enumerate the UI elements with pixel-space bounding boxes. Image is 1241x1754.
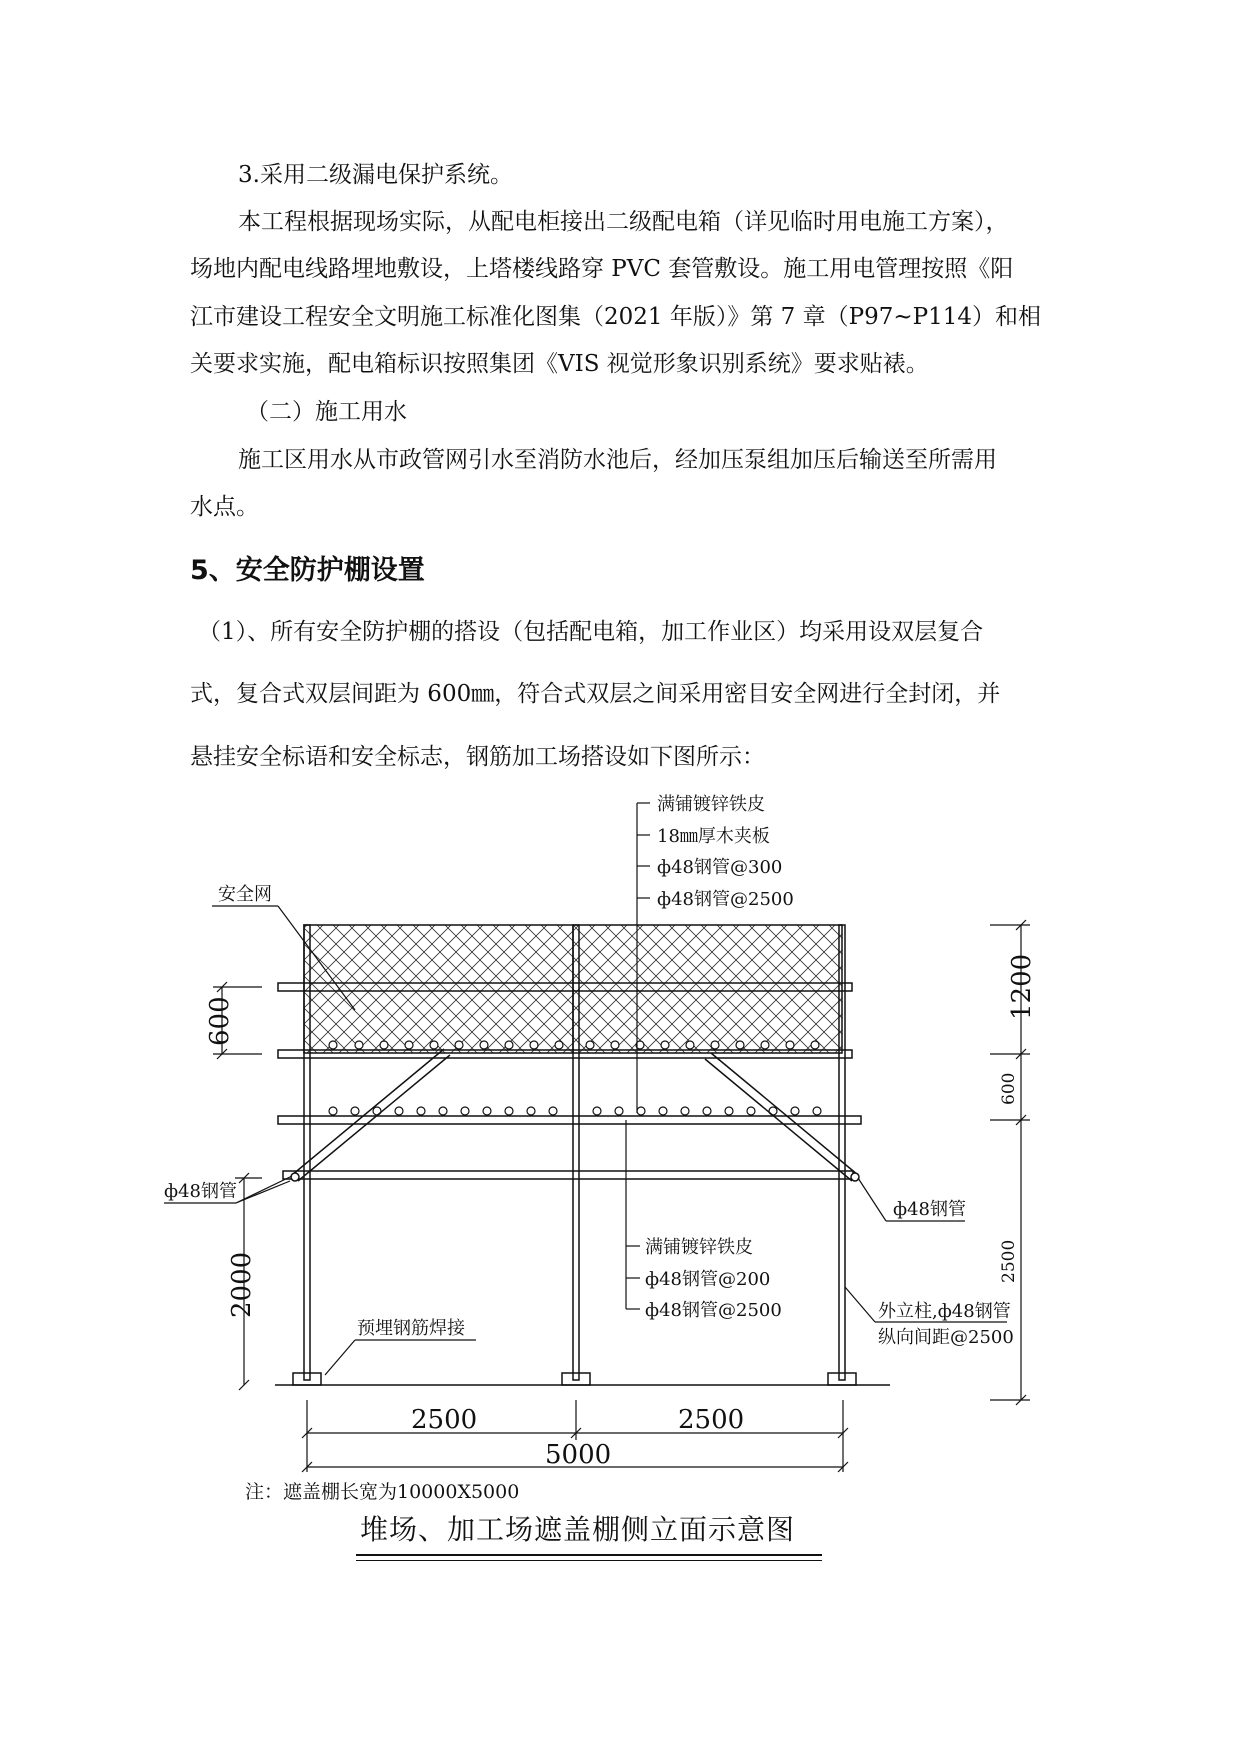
- ground-base: [275, 1373, 890, 1385]
- label-right-pipe: ф48钢管: [893, 1199, 966, 1220]
- paragraph-line: 江市建设工程安全文明施工标准化图集（2021 年版）》第 7 章（P97~P114）和相: [190, 304, 1041, 330]
- paragraph-line: （1）、所有安全防护棚的搭设（包括配电箱，加工作业区）均采用设双层复合: [198, 619, 984, 645]
- dim-600-right-text: 600: [999, 1072, 1019, 1105]
- paragraph-line: 3.采用二级漏电保护系统。: [238, 162, 513, 188]
- paragraph-line: 悬挂安全标语和安全标志，钢筋加工场搭设如下图所示：: [190, 744, 765, 770]
- label-mid-galvanized-sheet: 满铺镀锌铁皮: [645, 1237, 753, 1258]
- figure-note: 注：遮盖棚长宽为10000X5000: [245, 1481, 520, 1503]
- label-outer-post: 外立柱,ф48钢管: [878, 1301, 1011, 1322]
- label-safety-net: 安全网: [218, 884, 272, 905]
- paragraph-line: 本工程根据现场实际，从配电柜接出二级配电箱（详见临时用电施工方案），: [238, 209, 1009, 235]
- paragraph-line: 式，复合式双层间距为 600㎜，符合式双层之间采用密目安全网进行全封闭，并: [190, 681, 1001, 707]
- label-top-plywood: 18㎜厚木夹板: [657, 826, 770, 847]
- paragraph-line: 水点。: [190, 494, 259, 520]
- figure-caption: 堆场、加工场遮盖棚侧立面示意图: [360, 1513, 796, 1546]
- caption-underline: [356, 1554, 822, 1561]
- mid-labels-leader: [626, 1120, 640, 1309]
- paragraph-line: 场地内配电线路埋地敷设，上塔楼线路穿 PVC 套管敷设。施工用电管理按照《阳: [190, 256, 1014, 282]
- label-outer-post-spacing: 纵向间距@2500: [878, 1327, 1014, 1348]
- dim-2500-right-text: 2500: [999, 1239, 1019, 1283]
- label-left-pipe: ф48钢管: [164, 1181, 237, 1202]
- label-top-galvanized-sheet: 满铺镀锌铁皮: [657, 794, 765, 815]
- purlin-circles-lower: [329, 1107, 821, 1115]
- dim-600-left-text: 600: [205, 996, 235, 1046]
- dim-1200-text: 1200: [1007, 953, 1037, 1020]
- subsection-heading: （二）施工用水: [246, 399, 407, 425]
- label-top-pipe-2500: ф48钢管@2500: [657, 889, 794, 910]
- label-mid-pipe-200: ф48钢管@200: [645, 1269, 771, 1290]
- embedded-rebar-leader: [325, 1340, 476, 1375]
- dim-2500-left-span: 2500: [411, 1405, 478, 1435]
- dim-2500-right-span: 2500: [678, 1405, 745, 1435]
- label-top-pipe-300: ф48钢管@300: [657, 857, 783, 878]
- paragraph-line: 关要求实施，配电箱标识按照集团《VIS 视觉形象识别系统》要求贴裱。: [190, 351, 929, 377]
- label-embedded-rebar: 预埋钢筋焊接: [357, 1318, 465, 1339]
- section-heading: 5、安全防护棚设置: [190, 555, 425, 586]
- dim-2000-text: 2000: [227, 1251, 257, 1318]
- label-mid-pipe-2500: ф48钢管@2500: [645, 1300, 782, 1321]
- dim-5000-total: 5000: [545, 1440, 612, 1470]
- paragraph-line: 施工区用水从市政管网引水至消防水池后，经加压泵组加压后输送至所需用: [238, 447, 997, 473]
